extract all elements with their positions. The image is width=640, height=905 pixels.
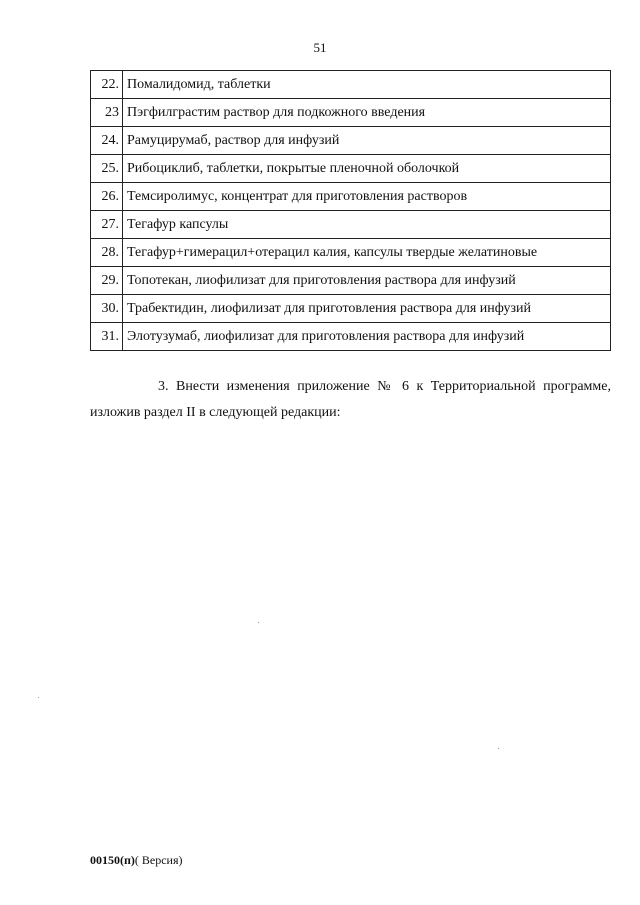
row-number: 27. xyxy=(91,211,123,239)
row-number: 24. xyxy=(91,127,123,155)
drug-name: Тегафур+гимерацил+отерацил калия, капсулы твердые желатиновые xyxy=(123,239,611,267)
scan-speck xyxy=(258,622,259,623)
document-footer xyxy=(90,853,183,868)
drug-name: Элотузумаб, лиофилизат для приготовления раствора для инфузий xyxy=(123,323,611,351)
drug-name: Тегафур капсулы xyxy=(123,211,611,239)
table-row xyxy=(91,323,611,351)
table-row xyxy=(91,127,611,155)
drug-name: Трабектидин, лиофилизат для приготовления раствора для инфузий xyxy=(123,295,611,323)
amendment-paragraph-line-1: 3. Внести изменения приложение № 6 к Территориальной программе, xyxy=(158,379,611,394)
amendment-paragraph xyxy=(90,374,611,426)
table-row xyxy=(91,99,611,127)
drug-name: Пэгфилграстим раствор для подкожного введения xyxy=(123,99,611,127)
table-row xyxy=(91,71,611,99)
row-number: 22. xyxy=(91,71,123,99)
drug-list-table xyxy=(90,70,611,351)
amendment-paragraph-line-2: изложив раздел II в следующей редакции: xyxy=(90,405,341,420)
scan-speck xyxy=(38,697,39,698)
row-number: 25. xyxy=(91,155,123,183)
row-number: 31. xyxy=(91,323,123,351)
row-number: 28. xyxy=(91,239,123,267)
table-row xyxy=(91,295,611,323)
document-code: 00150(п) xyxy=(90,853,135,867)
drug-name: Темсиролимус, концентрат для приготовления растворов xyxy=(123,183,611,211)
row-number: 30. xyxy=(91,295,123,323)
table-row xyxy=(91,155,611,183)
row-number: 26. xyxy=(91,183,123,211)
document-version-label: ( Версия) xyxy=(134,853,183,867)
table-row xyxy=(91,211,611,239)
drug-name: Рамуцирумаб, раствор для инфузий xyxy=(123,127,611,155)
drug-name: Рибоциклиб, таблетки, покрытые пленочной оболочкой xyxy=(123,155,611,183)
table-row xyxy=(91,267,611,295)
page-number: 51 xyxy=(313,40,327,55)
table-row xyxy=(91,239,611,267)
drug-name: Помалидомид, таблетки xyxy=(123,71,611,99)
drug-name: Топотекан, лиофилизат для приготовления раствора для инфузий xyxy=(123,267,611,295)
table-row xyxy=(91,183,611,211)
row-number: 23 xyxy=(91,99,123,127)
row-number: 29. xyxy=(91,267,123,295)
scan-speck xyxy=(498,748,499,749)
